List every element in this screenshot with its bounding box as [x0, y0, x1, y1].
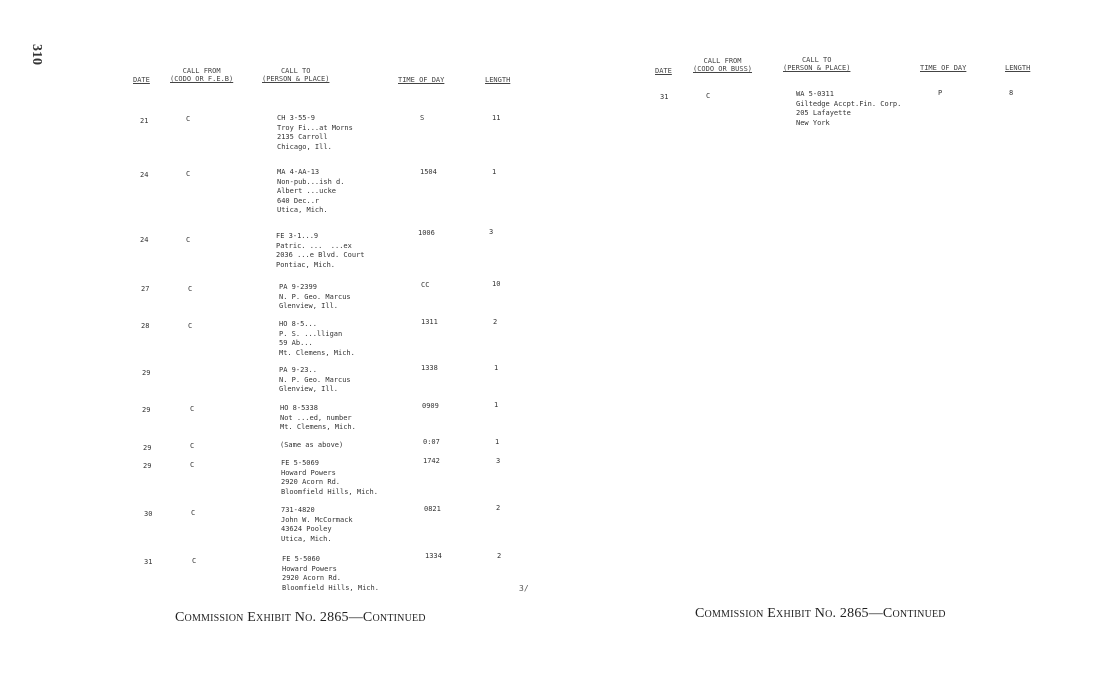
row-from: C	[188, 285, 193, 293]
row-time: 1334	[425, 552, 442, 560]
row-time: 0:07	[423, 438, 440, 446]
right-header-date-label: DATE	[655, 67, 672, 75]
row-from: C	[190, 461, 195, 469]
row-date: 29	[142, 406, 151, 414]
right-header-length-label: LENGTH	[1005, 64, 1031, 72]
row-time: S	[420, 114, 425, 122]
row-length: 1	[492, 168, 497, 176]
row-length: 1	[494, 401, 499, 409]
row-length: 8	[1009, 89, 1014, 97]
row-to: PA 9-2399 N. P. Geo. Marcus Glenview, Ill.	[279, 283, 351, 310]
row-date: 29	[143, 444, 152, 452]
row-to: CH 3-55-9 Troy Fi...at Morns 2135 Carroll Chicago, Ill.	[277, 114, 353, 151]
right-header-time-label: TIME OF DAY	[920, 64, 967, 72]
row-to: HO 8-5338 Not ...ed, number Mt. Clemens, Mich.	[280, 404, 356, 431]
right-header-call-to-line2: (PERSON & PLACE)	[783, 64, 851, 72]
row-length: 2	[497, 552, 502, 560]
row-date: 27	[141, 285, 150, 293]
row-length: 3	[489, 228, 494, 236]
row-from: C	[186, 236, 191, 244]
row-time: 0909	[422, 402, 439, 410]
row-time: 1504	[420, 168, 437, 176]
row-time: 0821	[424, 505, 441, 513]
right-header-date	[655, 67, 672, 75]
left-header-date-label: DATE	[133, 76, 150, 84]
row-from: C	[191, 509, 196, 517]
row-to: FE 3-1...9 Patric. ... ...ex 2036 ...e Blvd. Court Pontiac, Mich.	[276, 232, 365, 269]
row-to: MA 4-AA-13 Non-pub...ish d. Albert ...ucke 640 Dec..r Utica, Mich.	[277, 168, 345, 214]
row-to: (Same as above)	[280, 441, 344, 449]
left-header-length-label: LENGTH	[485, 76, 511, 84]
row-to: HO 8-5... P. S. ...lligan 59 Ab... Mt. Clemens, Mich.	[279, 320, 355, 357]
row-from: C	[188, 322, 193, 330]
row-length: 2	[493, 318, 498, 326]
left-header-call-to-line2: (PERSON & PLACE)	[262, 75, 330, 83]
row-length: 1	[495, 438, 500, 446]
row-from: C	[190, 405, 195, 413]
row-length: 10	[492, 280, 501, 288]
row-from: C	[186, 115, 191, 123]
row-date: 24	[140, 236, 149, 244]
row-from: C	[706, 92, 711, 100]
row-to: FE 5-5060 Howard Powers 2920 Acorn Rd. Bloomfield Hills, Mich.	[282, 555, 379, 592]
left-header-call-to-line1: CALL TO	[280, 67, 311, 75]
row-date: 29	[143, 462, 152, 470]
right-header-length	[1005, 64, 1030, 72]
right-header-call-to-line1: CALL TO	[801, 56, 832, 64]
row-time: 1006	[418, 229, 435, 237]
row-time: CC	[421, 281, 430, 289]
left-header-time-label: TIME OF DAY	[398, 76, 445, 84]
right-caption: Commission Exhibit No. 2865—Continued	[695, 606, 946, 621]
row-from: C	[186, 170, 191, 178]
left-header-call-from	[170, 67, 233, 83]
right-header-call-from-line1: CALL FROM	[703, 57, 742, 65]
left-header-date	[133, 76, 150, 84]
row-to: WA 5-0311 Giltedge Accpt.Fin. Corp. 205 Lafayette New York	[796, 90, 902, 127]
left-caption: Commission Exhibit No. 2865—Continued	[175, 610, 426, 625]
row-from: C	[190, 442, 195, 450]
row-time: 1742	[423, 457, 440, 465]
row-time: 1338	[421, 364, 438, 372]
right-header-call-to	[783, 56, 850, 72]
row-date: 29	[142, 369, 151, 377]
right-header-time	[920, 64, 966, 72]
row-to: 731-4820 John W. McCormack 43624 Pooley Utica, Mich.	[281, 506, 353, 543]
row-to: FE 5-5069 Howard Powers 2920 Acorn Rd. Bloomfield Hills, Mich.	[281, 459, 378, 496]
page-mark: 3/	[519, 584, 529, 593]
row-length: 2	[496, 504, 501, 512]
left-header-time	[398, 76, 444, 84]
row-date: 31	[144, 558, 153, 566]
left-header-call-from-line1: CALL FROM	[182, 67, 221, 75]
right-header-call-from-line2: (CODO OR BUSS)	[693, 65, 753, 73]
row-date: 30	[144, 510, 153, 518]
row-to: PA 9-23.. N. P. Geo. Marcus Glenview, Ill.	[279, 366, 351, 393]
row-length: 3	[496, 457, 501, 465]
row-date: 31	[660, 93, 669, 101]
row-time: P	[938, 89, 943, 97]
right-header-call-from	[693, 57, 752, 73]
row-date: 21	[140, 117, 149, 125]
row-from: C	[192, 557, 197, 565]
left-header-call-from-line2: (CODO OR F.E.B)	[170, 75, 234, 83]
left-header-call-to	[262, 67, 329, 83]
row-date: 28	[141, 322, 150, 330]
row-time: 1311	[421, 318, 438, 326]
row-date: 24	[140, 171, 149, 179]
row-length: 11	[492, 114, 501, 122]
row-length: 1	[494, 364, 499, 372]
left-header-length	[485, 76, 510, 84]
page-number: 310	[29, 44, 44, 65]
